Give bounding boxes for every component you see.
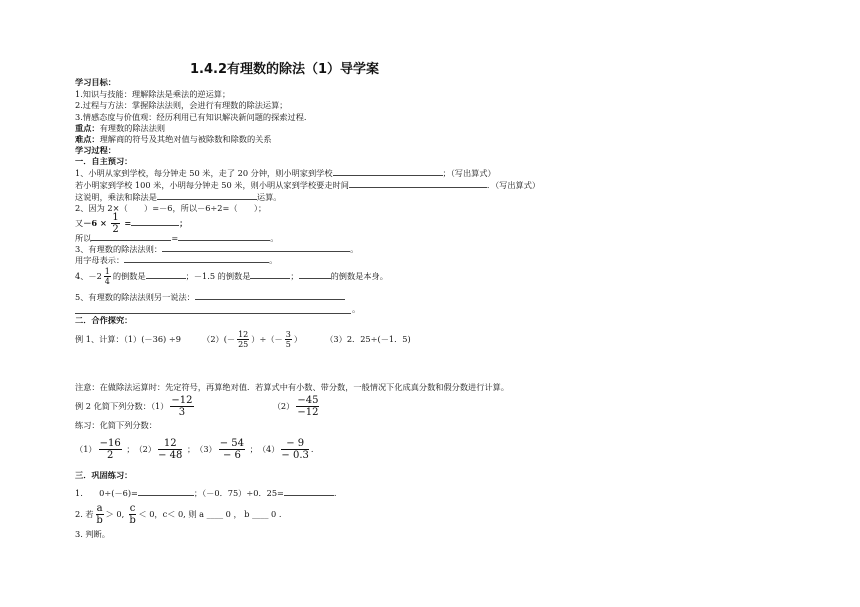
section-2-heading: 二．合作探究： [75,315,133,325]
goal-1: 1.知识与技能：理解除法是乘法的逆运算； [75,89,231,99]
consolidation-3: 3. 判断。 [75,529,110,539]
example-1: 例 1、计算：（1）(－36) ÷9 （2）(－ $\frac{12}{25}$ ）÷（－ $\frac{3}{5}$ ） （3）2．25÷(－1．5) [75,330,411,349]
question-4: 4、－2 $\frac{1}{4}$ 的倒数是 ；－1.5 的倒数是 ； 的倒数是本身。 [75,267,388,286]
section-1-heading: 一．自主预习： [75,156,133,166]
key-point: 重点：有理数的除法法则 [75,123,166,133]
difficult-point: 难点：理解商的符号及其绝对值与被除数和除数的关系 [75,134,272,144]
example-2: 例 2 化简下列分数：（1） $\frac{-12}{3}$ （2） $\frac{-45}{-12}$ [75,395,319,418]
consolidation-1: 1. 0÷(－6)= ；（－0．75）÷0．25= . [75,488,337,498]
process-heading: 学习过程： [75,145,116,155]
question-1b: 若小明家到学校 100 米，小明每分钟走 50 米，则小明从家到学校要走时间 ．（写出算式） [75,180,541,190]
goals-heading: 学习目标： [75,77,116,87]
question-2c: 所以 = 。 [75,233,279,243]
answer-line [75,313,351,314]
goal-2: 2.过程与方法：掌握除法法则，会进行有理数的除法运算； [75,100,288,110]
question-2a: 2、因为 2×（ ）=－6，所以－6÷2=（ ）； [75,203,267,213]
practice-heading: 练习：化简下列分数： [75,420,157,430]
section-3-heading: 三．巩固练习： [75,470,133,480]
goal-3: 3.情感态度与价值观：经历利用已有知识解决新问题的探索过程. [75,112,307,122]
question-1a: 1、小明从家到学校，每分钟走 50 米，走了 20 分钟，则小明家到学校 ；（写出算式） [75,168,496,178]
consolidation-2: 2. 若 $\frac{a}{b}$ ＞ 0, $\frac{c}{b}$ ＜ 0，c＜ 0, 则 a ____ 0 ， b ____ 0 . [75,503,282,526]
question-3b: 用字母表示： 。 [75,255,278,265]
question-2b: 又－6 × $\frac{1}{2}$ = ； [75,212,188,235]
page-title: 1.4.2有理数的除法（1）导学案 [190,62,380,77]
question-5: 5、有理数的除法法则另一说法： [75,291,345,302]
question-3: 3、有理数的除法法则： 。 [75,244,359,254]
note: 注意：在做除法运算时：先定符号，再算绝对值．若算式中有小数、带分数，一般情况下化成真分数和假分数进行计算。 [75,382,509,392]
question-5-end: 。 [352,304,361,314]
practice-items: （1） $\frac{-16}{2}$ ； （2） $\frac{12}{- 48}$ ； （3） $\frac{- 54}{- 6}$ ； （4） $\frac{- 9}{- 0.3}$ . [75,438,314,461]
question-1c: 这说明，乘法和除法是 运算。 [75,192,282,202]
